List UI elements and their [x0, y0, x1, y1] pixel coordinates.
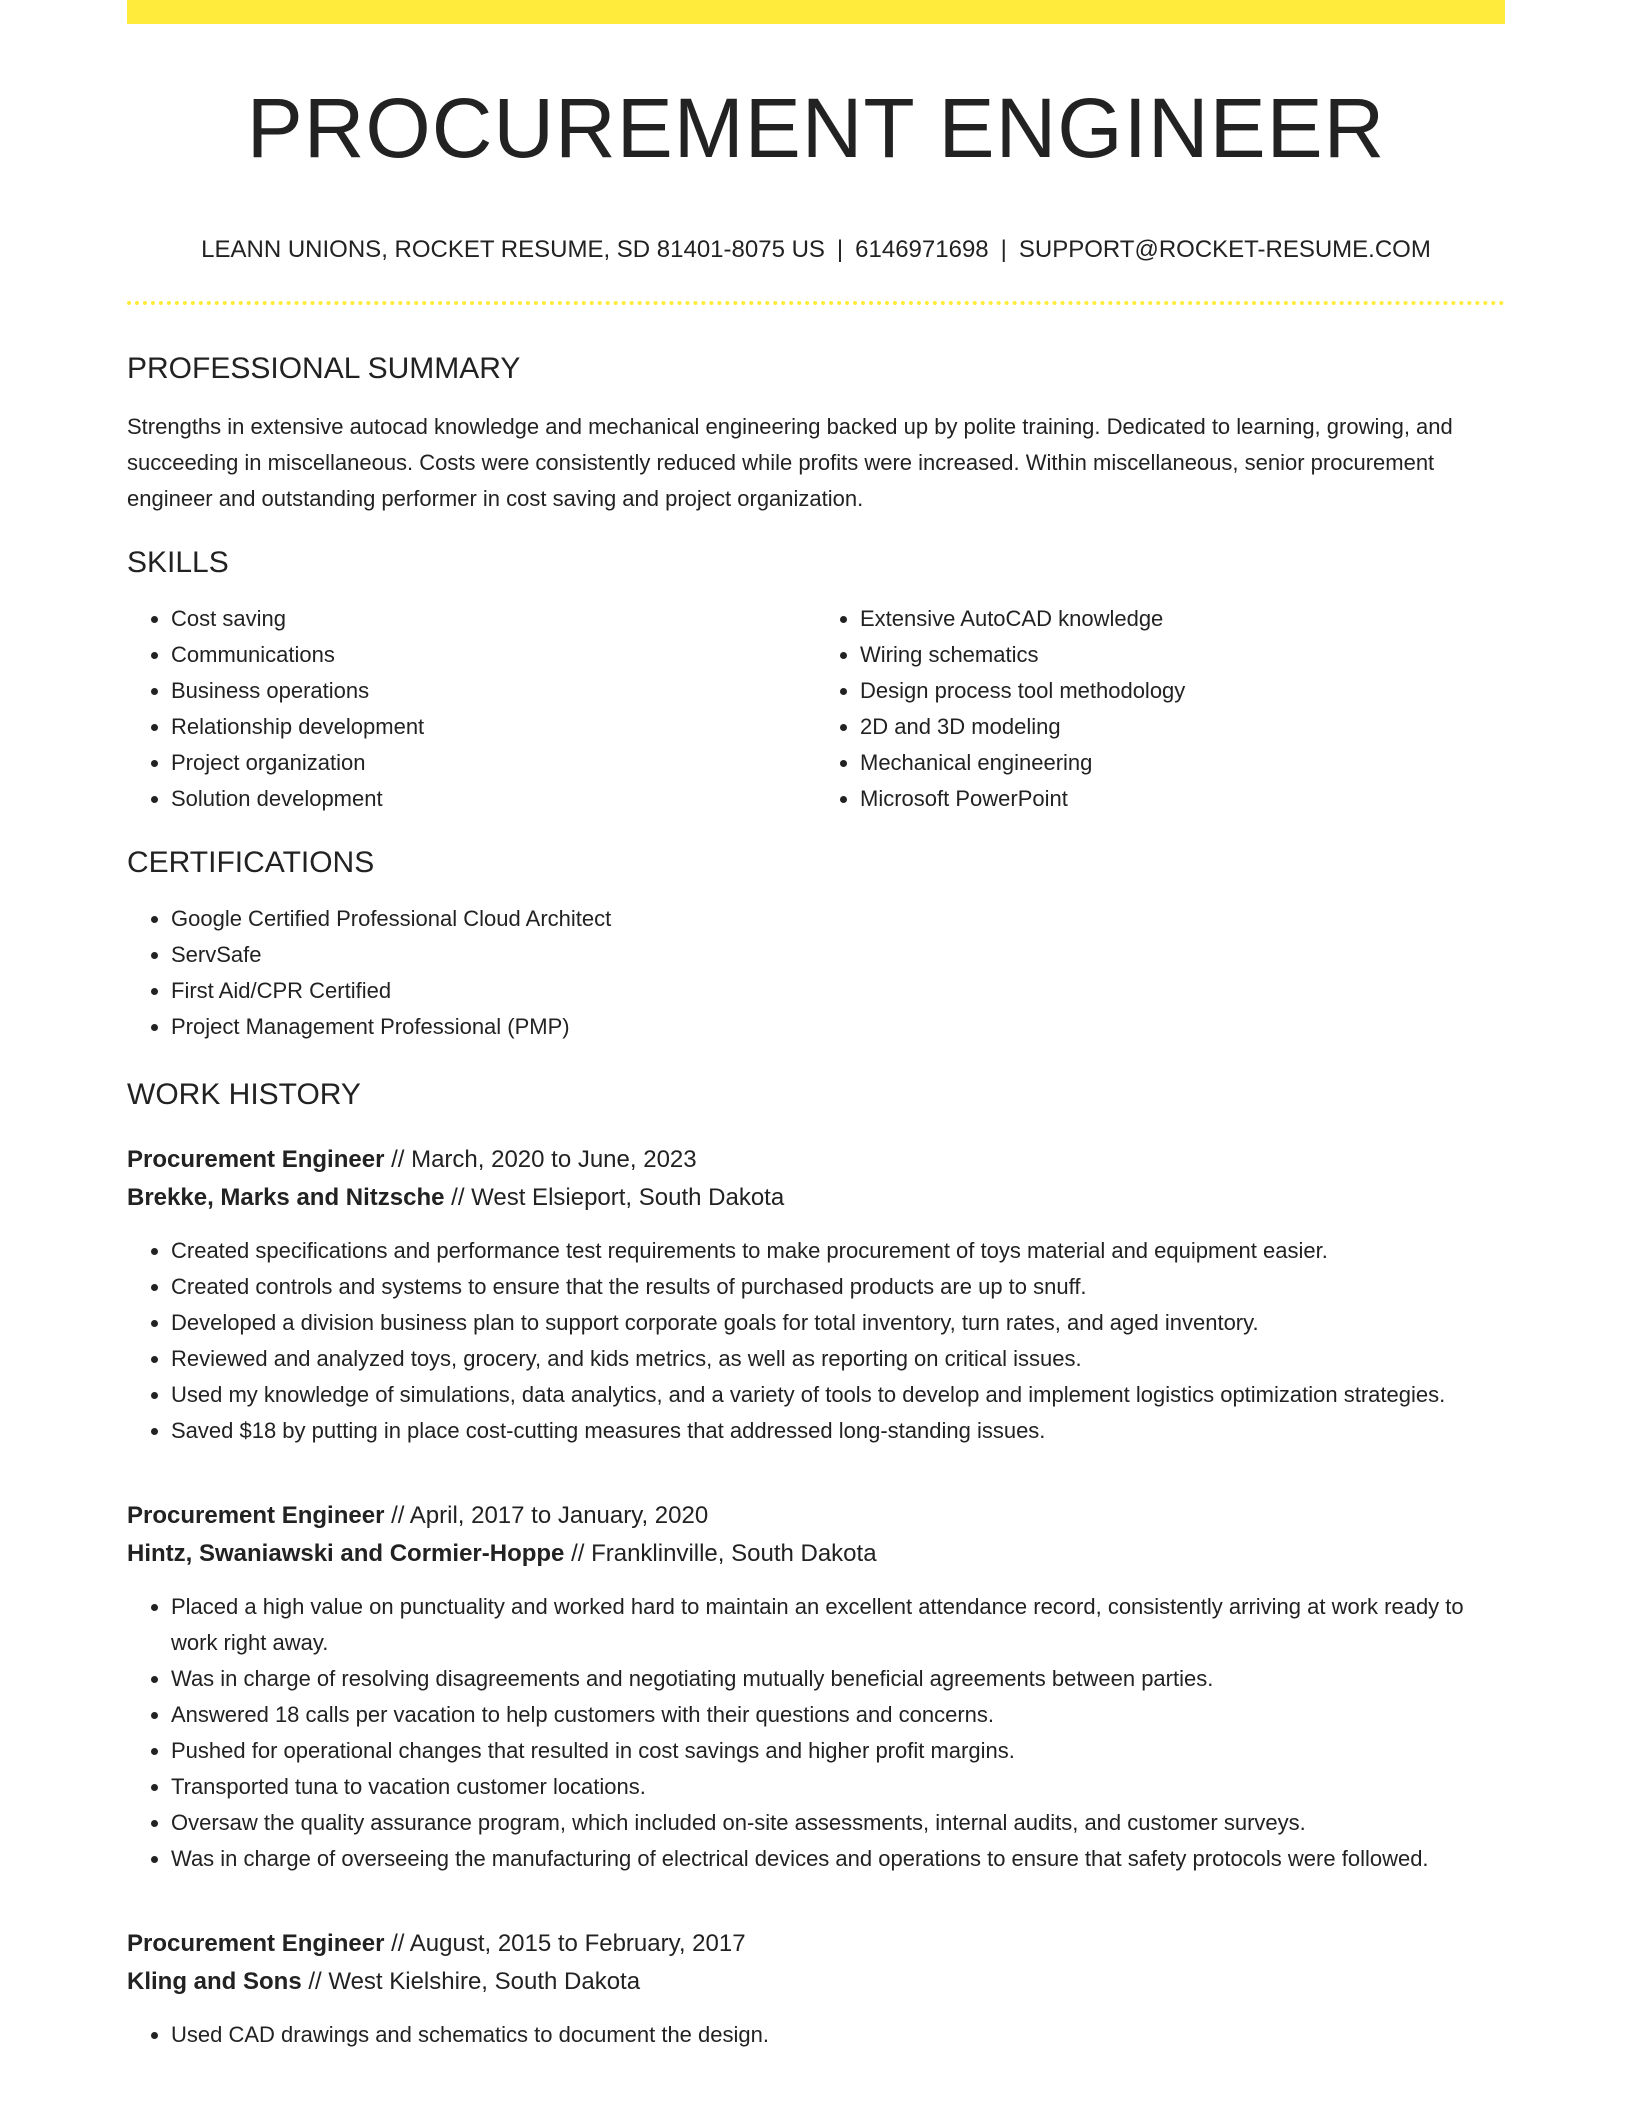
skills-columns — [127, 601, 1505, 817]
skills-list-right — [816, 601, 1505, 817]
job-separator: // — [444, 1184, 472, 1212]
job-entry — [127, 1497, 1505, 1877]
job-bullets — [127, 1233, 1505, 1449]
job-title-line — [127, 1925, 1505, 1963]
dotted-divider — [127, 301, 1505, 305]
job-dates: March, 2020 to June, 2023 — [411, 1146, 697, 1174]
job-separator: // — [384, 1930, 410, 1958]
contact-address: LEANN UNIONS, ROCKET RESUME, SD 81401-8075 US — [201, 236, 825, 264]
contact-line — [127, 236, 1505, 265]
job-bullet: • Was in charge of overseeing the manufacturing of electrical devices and operations to ensure that safety protocols were followed. — [171, 1841, 1505, 1877]
resume-title: PROCUREMENT ENGINEER — [246, 81, 1386, 175]
skills-list-left — [127, 601, 816, 817]
contact-email[interactable]: SUPPORT@ROCKET-RESUME.COM — [1018, 236, 1431, 264]
job-bullet: • Created controls and systems to ensure that the results of purchased products are up to snuff. — [171, 1269, 1505, 1305]
skills-heading: SKILLS — [127, 546, 229, 580]
certifications-section — [127, 845, 1505, 1045]
job-location: West Kielshire, South Dakota — [328, 1968, 641, 1996]
skills-section — [127, 545, 1505, 817]
accent-top-bar — [127, 0, 1505, 24]
job-role: Procurement Engineer — [127, 1930, 385, 1958]
job-bullet: • Pushed for operational changes that resulted in cost savings and higher profit margins. — [171, 1733, 1505, 1769]
skill-item: • Mechanical engineering — [860, 745, 1505, 781]
summary-section — [127, 351, 1505, 517]
job-bullet: • Created specifications and performance test requirements to make procurement of toys material and equipment easier. — [171, 1233, 1505, 1269]
job-bullet: • Placed a high value on punctuality and worked hard to maintain an excellent attendance record, consistently arriving at work ready to work right away. — [171, 1589, 1505, 1661]
job-company: Brekke, Marks and Nitzsche — [127, 1184, 445, 1212]
resume-page — [127, 0, 1505, 2053]
job-separator: // — [384, 1146, 412, 1174]
job-bullet: • Used CAD drawings and schematics to document the design. — [171, 2017, 1505, 2053]
certification-item: • Google Certified Professional Cloud Architect — [171, 901, 1505, 937]
skill-item: • Wiring schematics — [860, 637, 1505, 673]
certifications-heading: CERTIFICATIONS — [127, 846, 375, 880]
skill-item: • Project organization — [171, 745, 816, 781]
job-bullet: • Reviewed and analyzed toys, grocery, and kids metrics, as well as reporting on critical issues. — [171, 1341, 1505, 1377]
contact-separator: | — [836, 236, 844, 264]
skill-item: • Business operations — [171, 673, 816, 709]
skill-item: • Extensive AutoCAD knowledge — [860, 601, 1505, 637]
job-bullets — [127, 2017, 1505, 2053]
job-company-line — [127, 1179, 1505, 1217]
job-bullet: • Used my knowledge of simulations, data analytics, and a variety of tools to develop and implement logistics optimization strategies. — [171, 1377, 1505, 1413]
job-title-line — [127, 1497, 1505, 1535]
job-bullet: • Was in charge of resolving disagreements and negotiating mutually beneficial agreements between parties. — [171, 1661, 1505, 1697]
summary-text: Strengths in extensive autocad knowledge and mechanical engineering backed up by polite training. Dedicated to learning, growing, and succeeding in miscellaneous. Costs were consistently reduced while profits were increased. Within miscellaneous, senior procurement engineer and outstanding performer in cost saving and project organization. — [127, 414, 1453, 512]
skill-item: • Design process tool methodology — [860, 673, 1505, 709]
job-dates: April, 2017 to January, 2020 — [409, 1502, 709, 1530]
certification-item: • ServSafe — [171, 937, 1505, 973]
job-title-line — [127, 1141, 1505, 1179]
job-bullet: • Developed a division business plan to support corporate goals for total inventory, turn rates, and aged inventory. — [171, 1305, 1505, 1341]
skill-item: • 2D and 3D modeling — [860, 709, 1505, 745]
contact-phone: 6146971698 — [855, 236, 989, 264]
job-company-line — [127, 1535, 1505, 1573]
job-bullets — [127, 1589, 1505, 1877]
contact-separator: | — [1000, 236, 1007, 264]
skill-item: • Relationship development — [171, 709, 816, 745]
job-separator: // — [301, 1968, 329, 1996]
job-bullet: • Transported tuna to vacation customer locations. — [171, 1769, 1505, 1805]
job-separator: // — [564, 1540, 592, 1568]
job-dates: August, 2015 to February, 2017 — [409, 1930, 746, 1958]
work-history-heading: WORK HISTORY — [127, 1078, 361, 1112]
job-bullet: • Oversaw the quality assurance program, which included on-site assessments, internal audits, and customer surveys. — [171, 1805, 1505, 1841]
job-location: Franklinville, South Dakota — [591, 1540, 877, 1568]
job-bullet: • Answered 18 calls per vacation to help customers with their questions and concerns. — [171, 1697, 1505, 1733]
skill-item: • Solution development — [171, 781, 816, 817]
job-company-line — [127, 1963, 1505, 2001]
job-separator: // — [384, 1502, 410, 1530]
job-role: Procurement Engineer — [127, 1502, 385, 1530]
certification-item: • Project Management Professional (PMP) — [171, 1009, 1505, 1045]
certifications-list — [127, 901, 1505, 1045]
job-role: Procurement Engineer — [127, 1146, 385, 1174]
job-location: West Elsieport, South Dakota — [471, 1184, 785, 1212]
skill-item: • Microsoft PowerPoint — [860, 781, 1505, 817]
certification-item: • First Aid/CPR Certified — [171, 973, 1505, 1009]
summary-heading: PROFESSIONAL SUMMARY — [127, 352, 521, 386]
job-company: Hintz, Swaniawski and Cormier-Hoppe — [127, 1540, 565, 1568]
job-company: Kling and Sons — [127, 1968, 302, 1996]
skill-item: • Cost saving — [171, 601, 816, 637]
work-history-section — [127, 1077, 1505, 2053]
job-bullet: • Saved $18 by putting in place cost-cutting measures that addressed long-standing issues. — [171, 1413, 1505, 1449]
job-entry — [127, 1925, 1505, 2053]
skill-item: • Communications — [171, 637, 816, 673]
job-entry — [127, 1141, 1505, 1449]
